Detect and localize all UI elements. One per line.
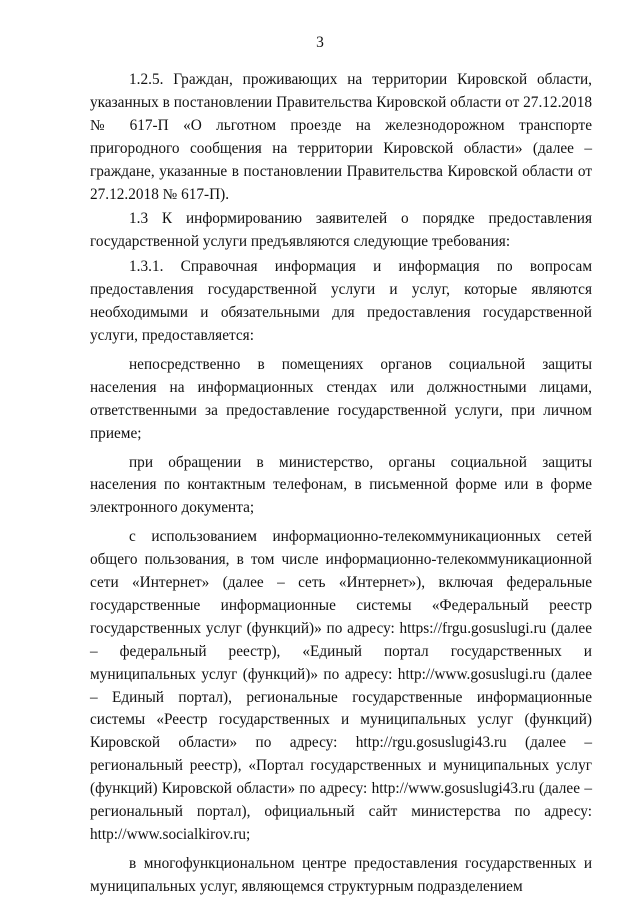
paragraph-1-3: 1.3 К информированию заявителей о порядке предоставления государственной услуги предъявляются следующие требования: [90, 210, 592, 251]
document-body [90, 69, 592, 899]
paragraph-1-2-5: 1.2.5. Граждан, проживающих на территории Кировской области, указанных в постановлении Правительства Кировской области от 27.12.2018 № 617-П «О льготном проезде на железнодорожном транспорте пригородного сообщения на территории Кировской области» (далее – граждане, указанные в постановлении Правительства Кировской области от 27.12.2018 № 617-П). [90, 71, 592, 203]
paragraph-by-phone: при обращении в министерство, органы социальной защиты населения по контактным телефонам, в письменной форме или в форме электронного документа; [90, 453, 592, 517]
paragraph-in-person: непосредственно в помещениях органов социальной защиты населения на информационных стендах или должностными лицами, ответственными за предоставление государственной услуги, при личном приеме; [90, 355, 592, 442]
paragraph-internet: с использованием информационно-телекоммуникационных сетей общего пользования, в том числе информационно-телекоммуникационной сети «Интернет» (далее – сеть «Интернет»), включая федеральные государственные информационные системы «Федеральный реестр государственных услуг (функций)» по адресу: https://frgu.gosuslugi.ru (далее – федеральный реестр), «Единый портал государственных и муниципальных услуг (функций)» по адресу: http://www.gosuslugi.ru (далее – Единый портал), региональные государственные информационные системы «Реестр государственных и муниципальных услуг (функций) Кировской области» по адресу: http://rgu.gosuslugi43.ru (далее – региональный реестр), «Портал государственных и муниципальных услуг (функций) Кировской области» по адресу: http://www.gosuslugi43.ru (далее – региональный портал), официальный сайт министерства по адресу: http://www.socialkirov.ru; [90, 528, 592, 843]
page-number: 3 [316, 34, 324, 51]
paragraph-1-3-1: 1.3.1. Справочная информация и информация по вопросам предоставления государственной услуги и услуг, которые являются необходимыми и обязательными для предоставления государственной услуги, предоставляется: [90, 258, 592, 344]
paragraph-mfc: в многофункциональном центре предоставления государственных и муниципальных услуг, являющемся структурным подразделением [90, 854, 592, 895]
